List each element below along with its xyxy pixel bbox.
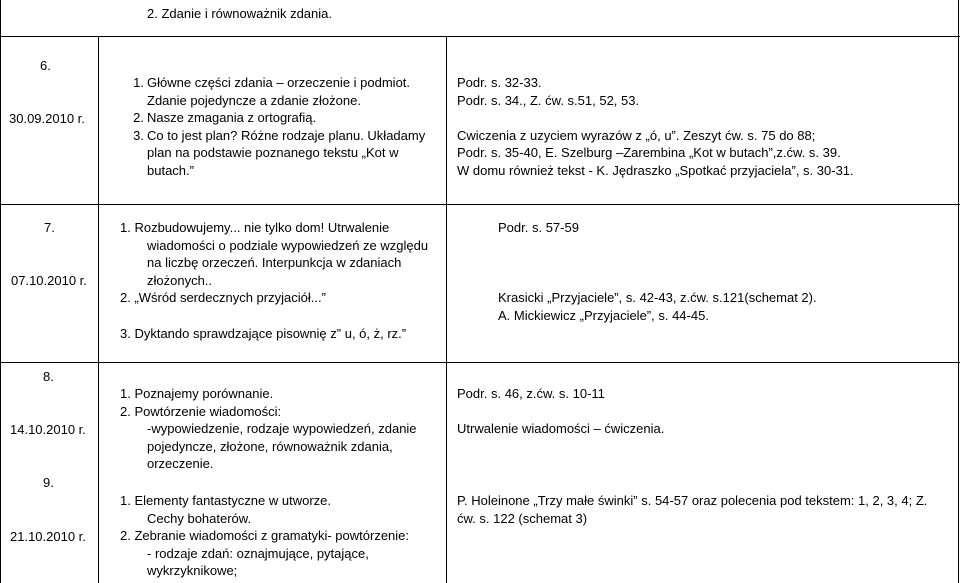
row-divider-1: [0, 36, 960, 37]
lesson-date: 30.09.2010 r.: [9, 111, 85, 126]
lesson-number: 6.: [40, 58, 51, 73]
column-divider-topic: [446, 36, 447, 583]
lesson-number: 9.: [43, 475, 54, 490]
topic-item: 2. Nasze zmagania z ortografią.: [133, 110, 317, 126]
column-divider-date: [98, 36, 99, 583]
lesson-number: 8.: [43, 369, 54, 384]
topic-item: 3. Co to jest plan? Różne rodzaje planu. Układamy plan na podstawie poznanego tekstu „Kot w butach.”: [133, 127, 426, 178]
topic-item: 1. Główne części zdania – orzeczenie i podmiot. Zdanie pojedyncze a zdanie złożone.: [133, 75, 411, 108]
lesson-date: 14.10.2010 r.: [10, 422, 86, 437]
lesson-number: 7.: [44, 220, 55, 235]
lesson-topics: [133, 74, 426, 180]
table-border-left: [0, 0, 1, 583]
lesson-topics: 1. Rozbudowujemy... nie tylko dom! Utrwalenie wiadomości o podziale wypowiedzeń ze względu na liczbę orzeczeń. Interpunkcja w zdaniach złożonych.. 2. „Wśród serdecznych przyjaciół...” 3. Dyktando sprawdzające pisownię z” u, ó, ż, rz.”: [120, 220, 429, 341]
row-divider-2: [0, 204, 960, 205]
row0-heading: 2. Zdanie i równoważnik zdania.: [147, 6, 332, 21]
lesson-resources: Podr. s. 46, z.ćw. s. 10-11 Utrwalenie wiadomości – ćwiczenia.: [457, 386, 665, 437]
lesson-resources: Podr. s. 32-33. Podr. s. 34., Z. ćw. s.51, 52, 53. Cwiczenia z uzyciem wyrazów z „ó, u”. Zeszyt ćw. s. 75 do 88; Podr. s. 35-40, E. Szelburg –Zarembina „Kot w butach”,z.ćw. s. 39. W domu również tekst - K. Jędraszko „Spotkać przyjaciela”, s. 30-31.: [457, 75, 854, 178]
lesson-topics: 1. Elementy fantastyczne w utworze. Cechy bohaterów. 2. Zebranie wiadomości z gramatyki- powtórzenie: - rodzaje zdań: oznajmujące, pytające, wykrzyknikowe;: [120, 493, 410, 579]
lesson-resources: P. Holeinone „Trzy małe świnki” s. 54-57 oraz polecenia pod tekstem: 1, 2, 3, 4; Z. ćw. s. 122 (schemat 3): [457, 493, 928, 526]
row-divider-3: [0, 362, 960, 363]
lesson-date: 21.10.2010 r.: [10, 529, 86, 544]
lesson-resources: Podr. s. 57-59 Krasicki „Przyjaciele”, s. 42-43, z.ćw. s.121(schemat 2). A. Mickiewicz „Przyjaciele”, s. 44-45.: [498, 220, 817, 323]
lesson-topics: 1. Poznajemy porównanie. 2. Powtórzenie wiadomości: -wypowiedzenie, rodzaje wypowiedzeń, zdanie pojedyncze, złożone, równoważnik zdania, orzeczenie.: [120, 386, 417, 472]
lesson-date: 07.10.2010 r.: [11, 273, 87, 288]
table-border-right: [958, 0, 959, 583]
